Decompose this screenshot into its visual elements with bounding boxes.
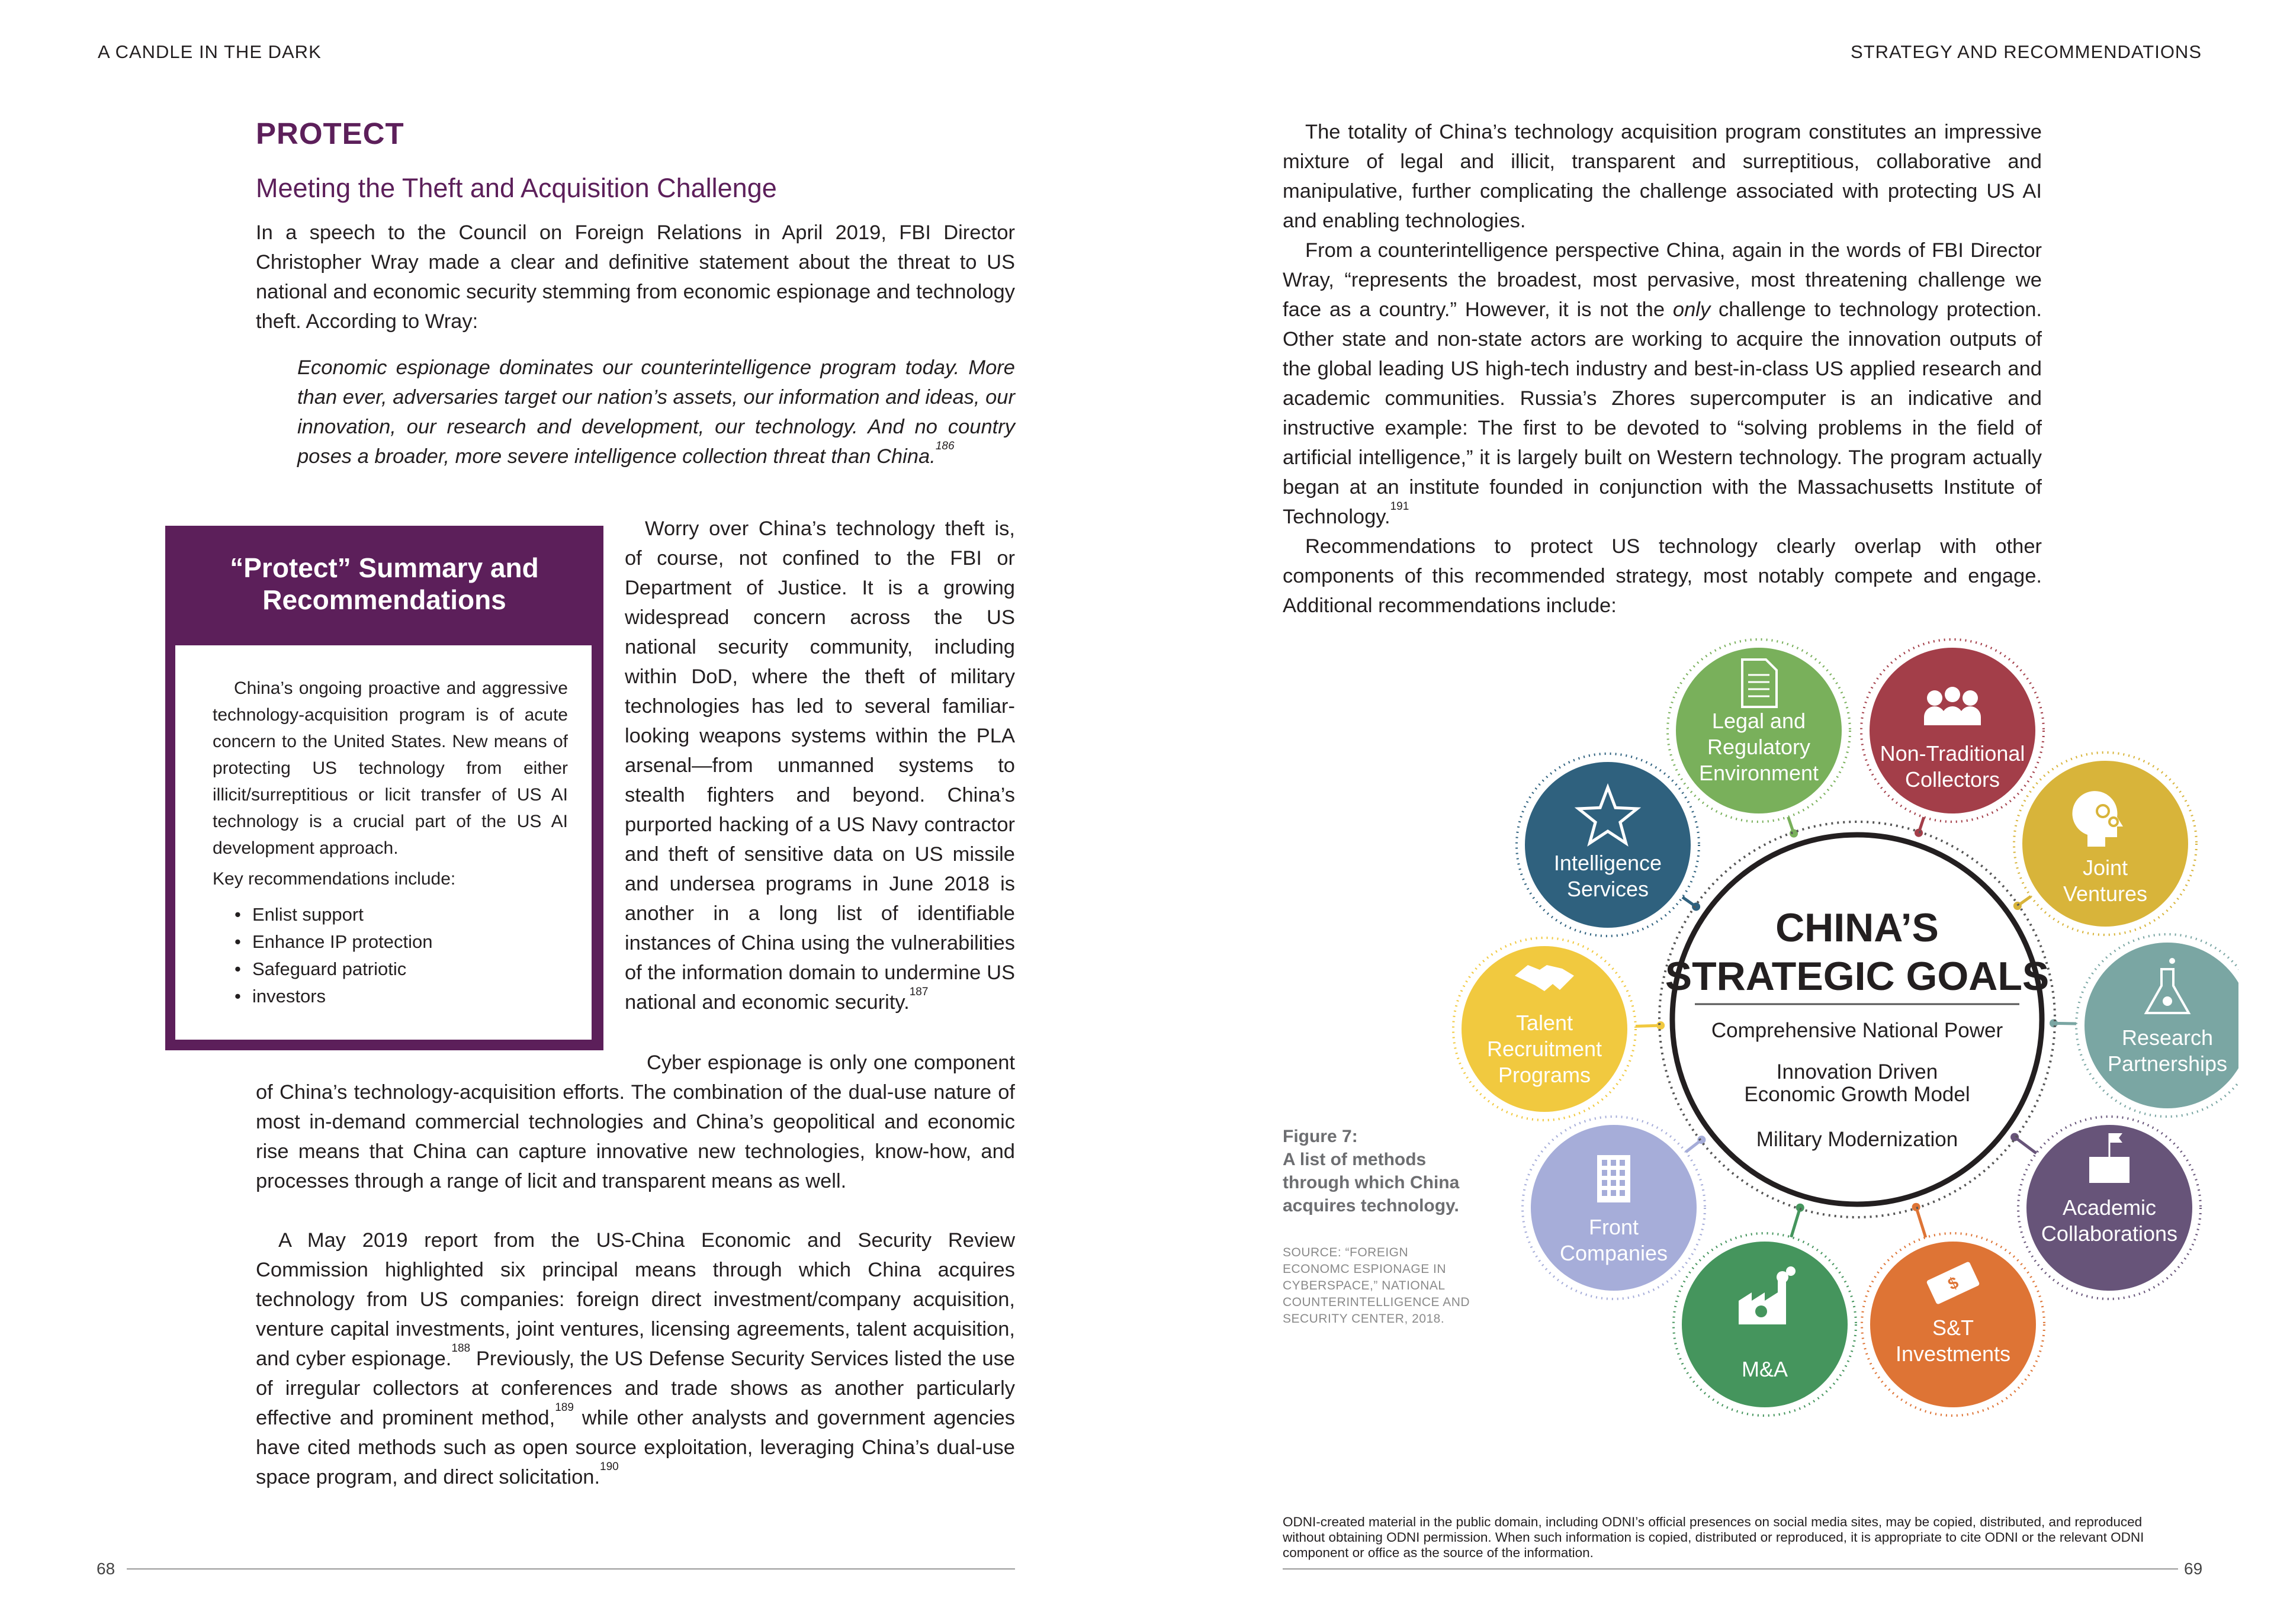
node-joint — [2014, 752, 2196, 935]
node-label: Academic — [2062, 1195, 2157, 1220]
node-label: M&A — [1741, 1357, 1788, 1381]
sidebar-body — [175, 645, 592, 1040]
page-number-left: 68 — [97, 1559, 115, 1578]
footer-rule-left — [127, 1568, 1015, 1570]
node-label: Joint — [2082, 856, 2128, 880]
node-label: Recruitment — [1486, 1037, 1602, 1061]
recommendations-list — [235, 901, 432, 1010]
figure-source: SOURCE: “FOREIGN ECONOMC ESPIONAGE IN CYBERSPACE,” NATIONAL COUNTERINTELLIGENCE AND SECURITY CENTER, 2018. — [1283, 1246, 1470, 1326]
connector-dot-talent — [1656, 1021, 1665, 1030]
goal-military-modernization: Military Modernization — [1756, 1128, 1958, 1151]
summary-sidebar — [165, 526, 603, 1050]
center-title-line2: STRATEGIC GOALS — [1665, 954, 2050, 999]
strategic-goals-diagram — [1421, 628, 2238, 1445]
center-title-line1: CHINA’S — [1775, 905, 1939, 950]
node-label: Research — [2121, 1025, 2214, 1050]
paragraph-3: Recommendations to protect US technology clearly overlap with other components of this recommended strategy, most notably compete and engage. Additional recommendations include: — [1283, 535, 2042, 617]
center-circle — [1659, 822, 2055, 1217]
goal-innovation-line1: Innovation Driven — [1776, 1060, 1938, 1083]
node-front — [1523, 1117, 1705, 1299]
footnote-ref: 186 — [935, 440, 955, 452]
intro-paragraph: In a speech to the Council on Foreign Relations in April 2019, FBI Director Christopher Wray made a clear and definitive statement about the threat to US national and economic security stemming from economic espionage and technology theft. According to Wray: — [256, 221, 1015, 333]
page-number-right: 69 — [2184, 1559, 2203, 1578]
connector-ma — [1791, 1209, 1800, 1237]
node-label: Services — [1566, 877, 1649, 901]
node-label: Non-Traditional — [1880, 741, 2025, 766]
connector-research — [2055, 1023, 2076, 1024]
node-ma — [1674, 1233, 1856, 1416]
node-circle — [1531, 1125, 1697, 1291]
cyber-paragraph: Cyber espionage is only one component of China’s technology-acquisition efforts. The combination of the dual-use nature of most in-demand commercial technologies and China’s geopolitical and economic rise means that China can capture innovative new technologies, know-how, and processes through a range of licit and transparent means as well. — [256, 1051, 1015, 1192]
list-item-continuation: • investors — [235, 983, 432, 1010]
node-label: Programs — [1498, 1063, 1591, 1087]
section-subheading: Meeting the Theft and Acquisition Challenge — [256, 173, 777, 203]
node-label: Talent — [1515, 1011, 1573, 1035]
connector-talent — [1636, 1025, 1659, 1026]
node-label: Partnerships — [2107, 1051, 2228, 1076]
node-research — [2076, 934, 2238, 1117]
node-academic — [2018, 1117, 2201, 1299]
sidebar-text: China’s ongoing proactive and aggressive technology-acquisition program is of acute concern to the United States. New means of protecting US technology from either illicit/surreptitious or licit transfer of US AI technology is a crucial part of the US AI development approach. — [213, 678, 568, 858]
node-intel — [1517, 754, 1699, 936]
node-label: Investments — [1895, 1342, 2011, 1366]
node-legal — [1668, 639, 1850, 822]
block-quote — [297, 353, 1015, 471]
odni-footer-note: ODNI-created material in the public domain, including ODNI’s official presences on social media sites, may be copied, distributed, and reproduced without obtaining ODNI permission. When such information is copied, distributed or reproduced, it is appropriate to cite ODNI or the relevant ODNI component or office as the source of the information. — [1283, 1514, 2144, 1560]
figure-caption: Figure 7: A list of methods through which China acquires technology. — [1283, 1127, 1460, 1215]
list-item: • Enlist support — [235, 901, 432, 928]
connector-dot-nontrad — [1915, 829, 1923, 837]
node-st — [1862, 1233, 2044, 1416]
running-header-right: STRATEGY AND RECOMMENDATIONS — [1851, 41, 2202, 62]
connector-academic — [2016, 1138, 2037, 1153]
node-label: Regulatory — [1707, 735, 1811, 759]
node-talent — [1453, 938, 1636, 1120]
building-icon — [1597, 1155, 1630, 1202]
footnote-ref: 187 — [909, 986, 929, 998]
list-item: • Safeguard patriotic — [235, 956, 432, 983]
node-label: Environment — [1698, 761, 1819, 785]
node-label: Collectors — [1904, 767, 2000, 792]
node-label: Intelligence — [1553, 851, 1662, 875]
footer-rule-right — [1283, 1568, 2178, 1570]
right-column-text — [1283, 117, 2042, 620]
connector-dot-legal — [1790, 829, 1798, 838]
goal-national-power: Comprehensive National Power — [1711, 1019, 2003, 1042]
node-label: Legal and — [1711, 709, 1806, 733]
footnote-ref: 191 — [1390, 500, 1409, 513]
sidebar-key-label: Key recommendations include: — [213, 869, 456, 889]
node-label: Ventures — [2063, 882, 2148, 906]
section-heading: PROTECT — [256, 117, 404, 150]
side-column-paragraph: Worry over China’s technology theft is, of course, not confined to the FBI or Department of Justice. It is a growing widespread concern across the US national security community, including within DoD, where the theft of military technologies has led to several familiar-looking weapons systems within the PLA arsenal—from unmanned systems to stealth fighters and beyond. China’s purported hacking of a US Navy contractor and theft of sensitive data on US missile and undersea programs in June 2018 is another in a long list of identifiable instances of China using the vulnerabilities of the information domain to undermine US national and economic security.$^{187}$ — [625, 517, 1015, 1014]
footnote-ref: 188 — [451, 1342, 471, 1355]
goal-innovation-line2: Economic Growth Model — [1744, 1083, 1970, 1106]
node-label: Front — [1588, 1215, 1639, 1239]
quote-text: Economic espionage dominates our counterintelligence program today. More than ever, adversaries target our nation’s assets, our information and ideas, our innovation, our research and development, our technology. And no country poses a broader, more severe intelligence collection threat than China. — [297, 356, 1015, 468]
node-label: S&T — [1932, 1316, 1974, 1340]
footnote-ref: 190 — [600, 1461, 619, 1473]
node-label: Companies — [1559, 1241, 1668, 1265]
may-report-paragraph: A May 2019 report from the US-China Economic and Security Review Commission highlighted six principal means through which China acquires technology from US companies: foreign direct investment/company acquisition, venture capital investments, joint ventures, licensing agreements, talent acquisition, and cyber espionage.$^{188}$ Previously, the US Defense Security Services listed the use of irregular collectors at conferences and trade shows as another particularly effective and prominent method,$^{189}$ while other analysts and government agencies have cited methods such as open source exploitation, leveraging China’s dual-use space program, and direct solicitation.$^{190}$ — [256, 1229, 1016, 1488]
node-nontrad — [1861, 639, 2044, 822]
paragraph-1: The totality of China’s technology acquisition program constitutes an impressive mixture of legal and illicit, transparent and surreptitious, collaborative and manipulative, further complicating the challenge associated with protecting US AI and enabling technologies. — [1283, 121, 2042, 232]
connector-st — [1916, 1208, 1926, 1237]
sidebar-title: “Protect” Summary and Recommendations — [230, 552, 539, 615]
node-label: Collaborations — [2041, 1221, 2178, 1246]
svg-text:$: $ — [1945, 1273, 1961, 1294]
paragraph-2: From a counterintelligence perspective China, again in the words of FBI Director Wray, “represents the broadest, most pervasive, most threatening challenge we face as a country.” However, it is not the only challenge to technology protection. Other state and non-state actors are working to acquire the innovation outputs of the global leading US high-tech industry and best-in-class US applied research and academic communities. Russia’s Zhores supercomputer is an indicative and instructive example: The first to be devoted to “solving problems in the field of artificial intelligence,” it is largely built on Western technology. The program actually began at an institute founded in conjunction with the Massachusetts Institute of Technology.$^{191}$ — [1283, 239, 2042, 528]
running-header-left: A CANDLE IN THE DARK — [98, 41, 322, 62]
footnote-ref: 189 — [555, 1401, 574, 1414]
list-item: • Enhance IP protection — [235, 928, 432, 956]
